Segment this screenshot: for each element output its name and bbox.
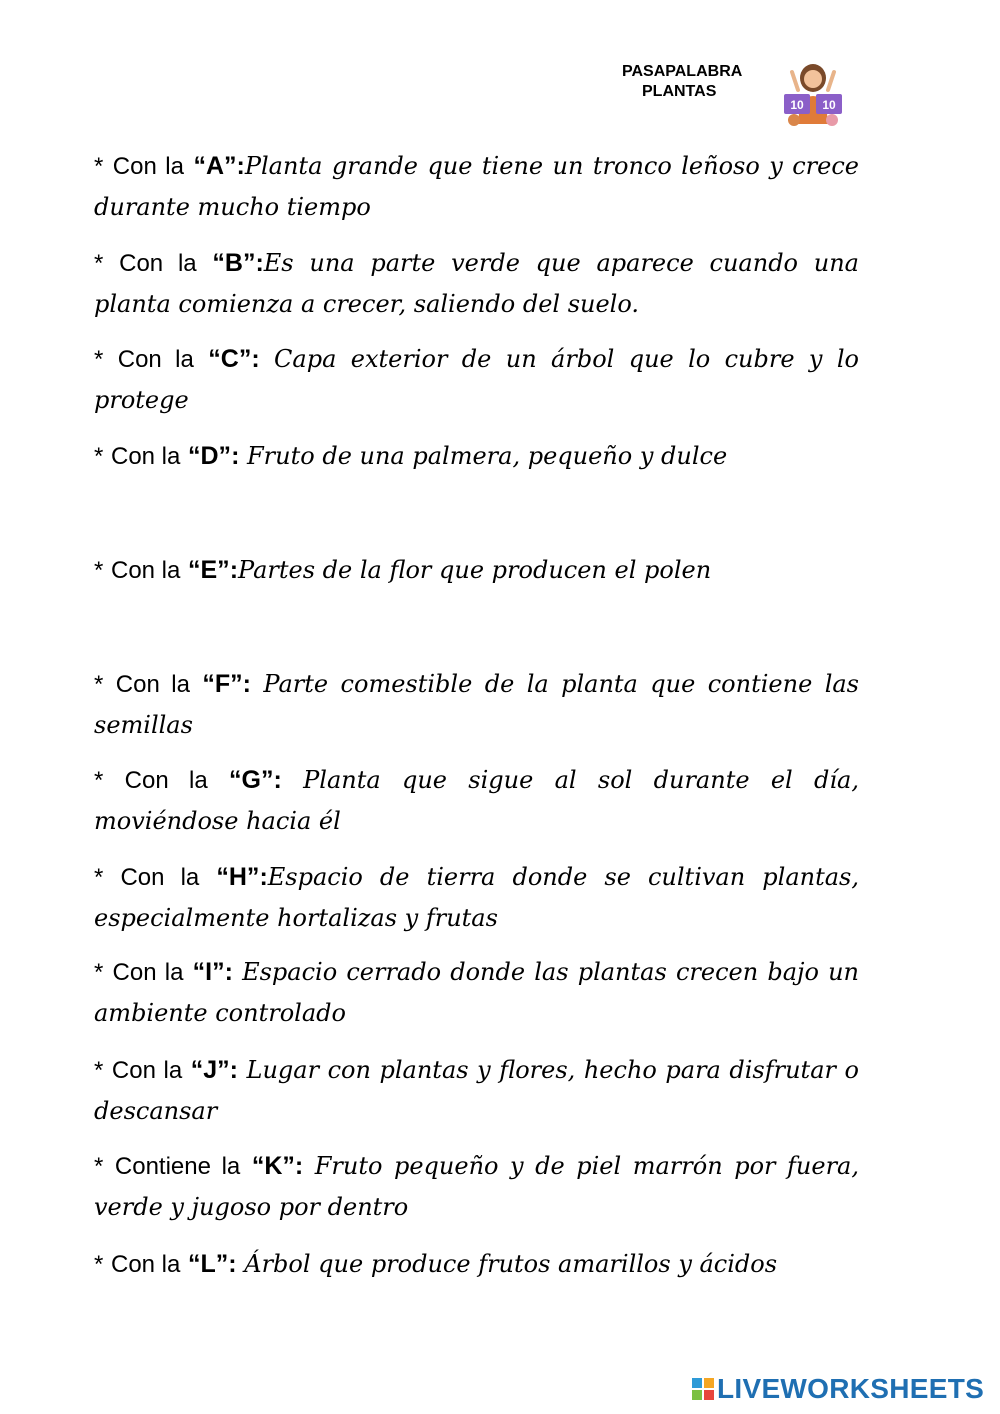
clue-lead: Con la	[112, 959, 184, 986]
clue-bullet: *	[94, 443, 104, 470]
clue-letter: “E”	[188, 556, 230, 584]
clue-letter: “B”	[212, 249, 256, 277]
clue-h	[94, 857, 859, 938]
clue-letter: “I”	[192, 958, 225, 986]
clue-letter: “G”	[229, 766, 274, 794]
clue-text: Fruto de una palmera, pequeño y dulce	[239, 442, 728, 470]
clue-colon: :	[251, 345, 260, 373]
clue-text: Planta que sigue al sol durante el día, moviéndose hacia él	[94, 766, 859, 835]
clue-bullet: *	[94, 767, 104, 794]
clue-letter: “A”	[193, 152, 237, 180]
clue-text: Árbol que produce frutos amarillos y ácidos	[236, 1250, 778, 1278]
bitmoji-avatar-icon	[782, 62, 844, 128]
worksheet-title: PASAPALABRA	[622, 63, 743, 80]
clue-lead: Con la	[117, 346, 194, 373]
clue-j	[94, 1050, 859, 1131]
clue-bullet: *	[94, 1251, 104, 1278]
clue-colon: :	[259, 863, 268, 891]
clue-lead: Con la	[115, 671, 190, 698]
clue-colon: :	[224, 958, 233, 986]
clue-lead: Con la	[120, 864, 200, 891]
clue-letter: “C”	[208, 345, 252, 373]
badge-left-score: 10	[790, 98, 804, 112]
clue-bullet: *	[94, 1153, 104, 1180]
clue-g	[94, 760, 859, 841]
clue-colon: :	[229, 556, 239, 584]
clue-bullet: *	[94, 346, 104, 373]
clue-letter: “F”	[202, 670, 243, 698]
clue-bullet: *	[94, 671, 104, 698]
clue-lead: Con la	[110, 443, 181, 470]
clue-text: Lugar con plantas y flores, hecho para disfrutar o descansar	[94, 1056, 859, 1125]
worksheet-subtitle: PLANTAS	[642, 83, 717, 100]
clue-text: Espacio de tierra donde se cultivan plantas, especialmente hortalizas y frutas	[94, 863, 859, 932]
clue-text: Capa exterior de un árbol que lo cubre y lo protege	[94, 345, 860, 414]
clue-l	[94, 1244, 859, 1285]
clue-colon: :	[255, 249, 264, 277]
clue-letter: “J”	[190, 1056, 230, 1084]
clue-letter: “H”	[216, 863, 260, 891]
clue-colon: :	[242, 670, 251, 698]
brand-name: LIVEWORKSHEETS	[717, 1373, 985, 1404]
clue-text: Planta grande que tiene un tronco leñoso y crece durante mucho tiempo	[94, 152, 860, 221]
clue-bullet: *	[94, 250, 104, 277]
clue-lead: Con la	[124, 767, 208, 794]
clue-c	[94, 339, 859, 420]
clue-bullet: *	[94, 1057, 104, 1084]
clue-bullet: *	[94, 557, 104, 584]
clue-letter: “K”	[251, 1152, 295, 1180]
clue-colon: :	[236, 152, 245, 180]
clue-b	[94, 243, 859, 324]
clue-text: Parte comestible de la planta que contiene las semillas	[94, 670, 859, 739]
liveworksheets-logo-icon	[692, 1378, 714, 1400]
clue-f	[94, 664, 859, 745]
clue-lead: Con la	[110, 557, 181, 584]
clue-lead: Con la	[119, 250, 197, 277]
clue-colon: :	[273, 766, 282, 794]
clue-colon: :	[229, 1056, 238, 1084]
clue-lead: Contiene la	[114, 1153, 241, 1180]
clue-i	[94, 952, 859, 1033]
clue-text: Fruto pequeño y de piel marrón por fuera, verde y jugoso por dentro	[94, 1152, 859, 1221]
clue-bullet: *	[94, 864, 104, 891]
clue-k	[94, 1146, 859, 1227]
clue-e	[94, 550, 859, 591]
clue-text: Es una parte verde que aparece cuando una planta comienza a crecer, saliendo del suelo.	[94, 249, 859, 318]
clue-colon: :	[231, 442, 240, 470]
liveworksheets-logo	[692, 1374, 984, 1404]
clue-text: Espacio cerrado donde las plantas crecen bajo un ambiente controlado	[94, 958, 859, 1027]
clue-text: Partes de la flor que producen el polen	[238, 556, 712, 584]
clue-a	[94, 146, 859, 227]
clue-lead: Con la	[111, 1057, 183, 1084]
clue-d	[94, 436, 859, 477]
clue-lead: Con la	[112, 153, 184, 180]
clue-bullet: *	[94, 153, 104, 180]
clue-letter: “L”	[188, 1250, 229, 1278]
badge-right-score: 10	[822, 98, 836, 112]
clue-colon: :	[294, 1152, 304, 1180]
worksheet-header	[622, 62, 742, 102]
clue-bullet: *	[94, 959, 104, 986]
clue-lead: Con la	[110, 1251, 181, 1278]
clue-colon: :	[228, 1250, 237, 1278]
clue-letter: “D”	[188, 442, 232, 470]
